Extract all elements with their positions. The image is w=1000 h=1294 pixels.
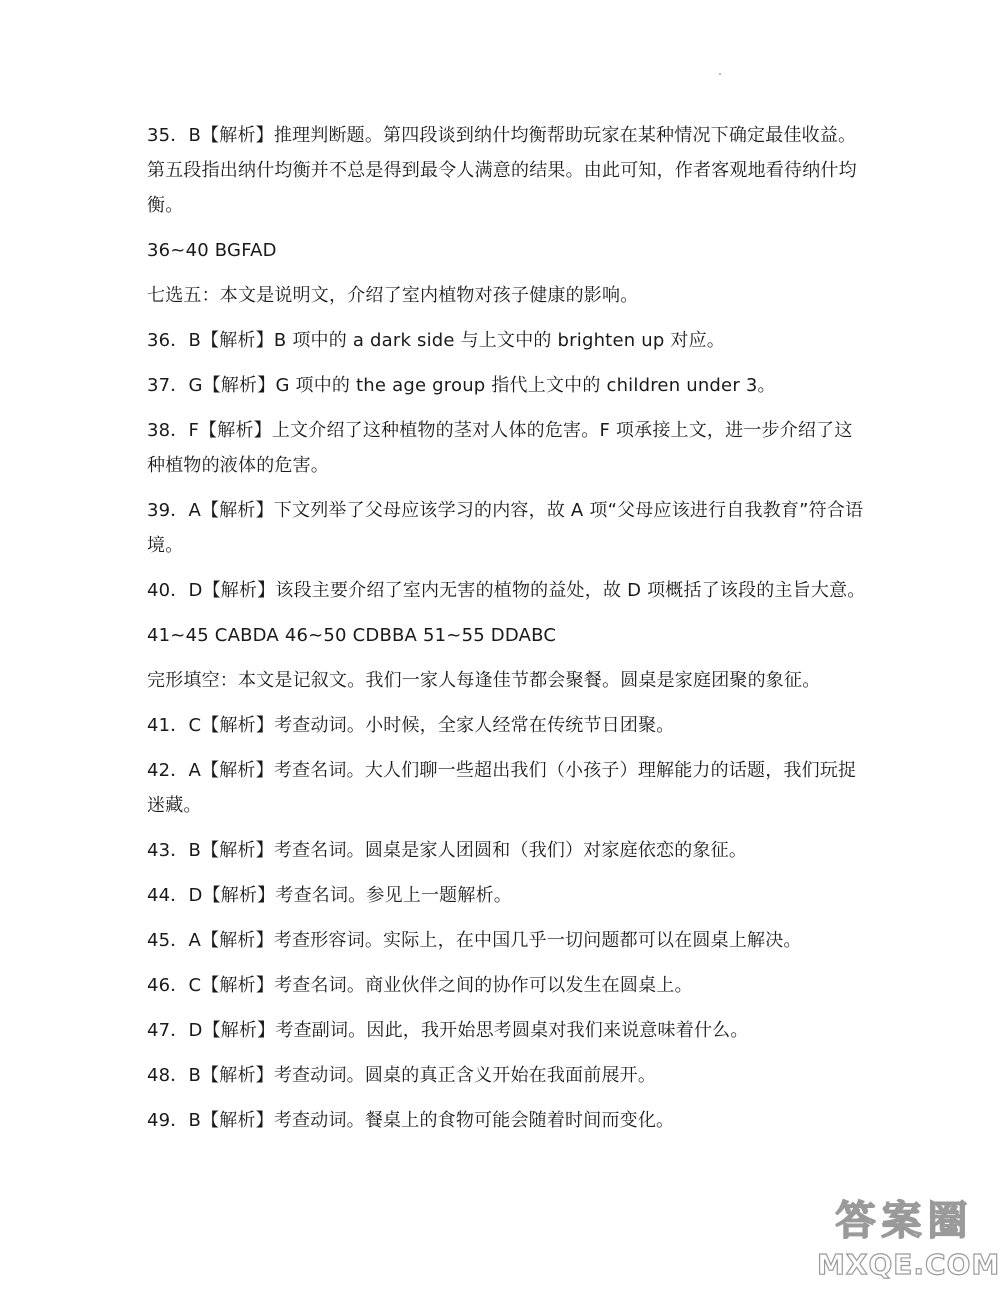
answer-38: 38．F【解析】上文介绍了这种植物的茎对人体的危害。F 项承接上文，进一步介绍了这种植物的液体的危害。 — [147, 420, 853, 476]
answer-44: 44．D【解析】考查名词。参见上一题解析。 — [147, 885, 512, 906]
page-mark-dot — [719, 73, 721, 75]
answer-49: 49．B【解析】考查动词。餐桌上的食物可能会随着时间而变化。 — [147, 1110, 675, 1131]
answer-47: 47．D【解析】考查副词。因此，我开始思考圆桌对我们来说意味着什么。 — [147, 1020, 749, 1041]
section-intro-cloze: 完形填空：本文是记叙文。我们一家人每逢佳节都会聚餐。圆桌是家庭团聚的象征。 — [147, 670, 821, 691]
answer-37: 37．G【解析】G 项中的 the age group 指代上文中的 children under 3。 — [147, 375, 776, 396]
answer-40: 40．D【解析】该段主要介绍了室内无害的植物的益处，故 D 项概括了该段的主旨大意。 — [147, 580, 866, 601]
answer-35: 35．B【解析】推理判断题。第四段谈到纳什均衡帮助玩家在某种情况下确定最佳收益。第五段指出纳什均衡并不总是得到最令人满意的结果。由此可知，作者客观地看待纳什均衡。 — [147, 125, 857, 216]
section-intro-seven-choose-five: 七选五：本文是说明文，介绍了室内植物对孩子健康的影响。 — [147, 285, 639, 306]
answer-45: 45．A【解析】考查形容词。实际上，在中国几乎一切问题都可以在圆桌上解决。 — [147, 930, 802, 951]
answer-39: 39．A【解析】下文列举了父母应该学习的内容，故 A 项“父母应该进行自我教育”符合语境。 — [147, 500, 864, 556]
watermark-chars: 答案圈 — [835, 1198, 974, 1244]
watermark-url: MXQE.COM — [817, 1248, 1000, 1281]
answer-48: 48．B【解析】考查动词。圆桌的真正含义开始在我面前展开。 — [147, 1065, 657, 1086]
answer-36: 36．B【解析】B 项中的 a dark side 与上文中的 brighten up 对应。 — [147, 330, 725, 351]
answer-46: 46．C【解析】考查名词。商业伙伴之间的协作可以发生在圆桌上。 — [147, 975, 693, 996]
answer-41: 41．C【解析】考查动词。小时候，全家人经常在传统节日团聚。 — [147, 715, 675, 736]
answer-43: 43．B【解析】考查名词。圆桌是家人团圆和（我们）对家庭依恋的象征。 — [147, 840, 748, 861]
answer-range-41-55: 41~45 CABDA 46~50 CDBBA 51~55 DDABC — [147, 625, 557, 646]
watermark-logo — [817, 1198, 1000, 1288]
answer-42: 42．A【解析】考查名词。大人们聊一些超出我们（小孩子）理解能力的话题，我们玩捉迷藏。 — [147, 760, 857, 816]
document-body — [147, 118, 867, 1148]
answer-range-36-40: 36~40 BGFAD — [147, 240, 277, 261]
